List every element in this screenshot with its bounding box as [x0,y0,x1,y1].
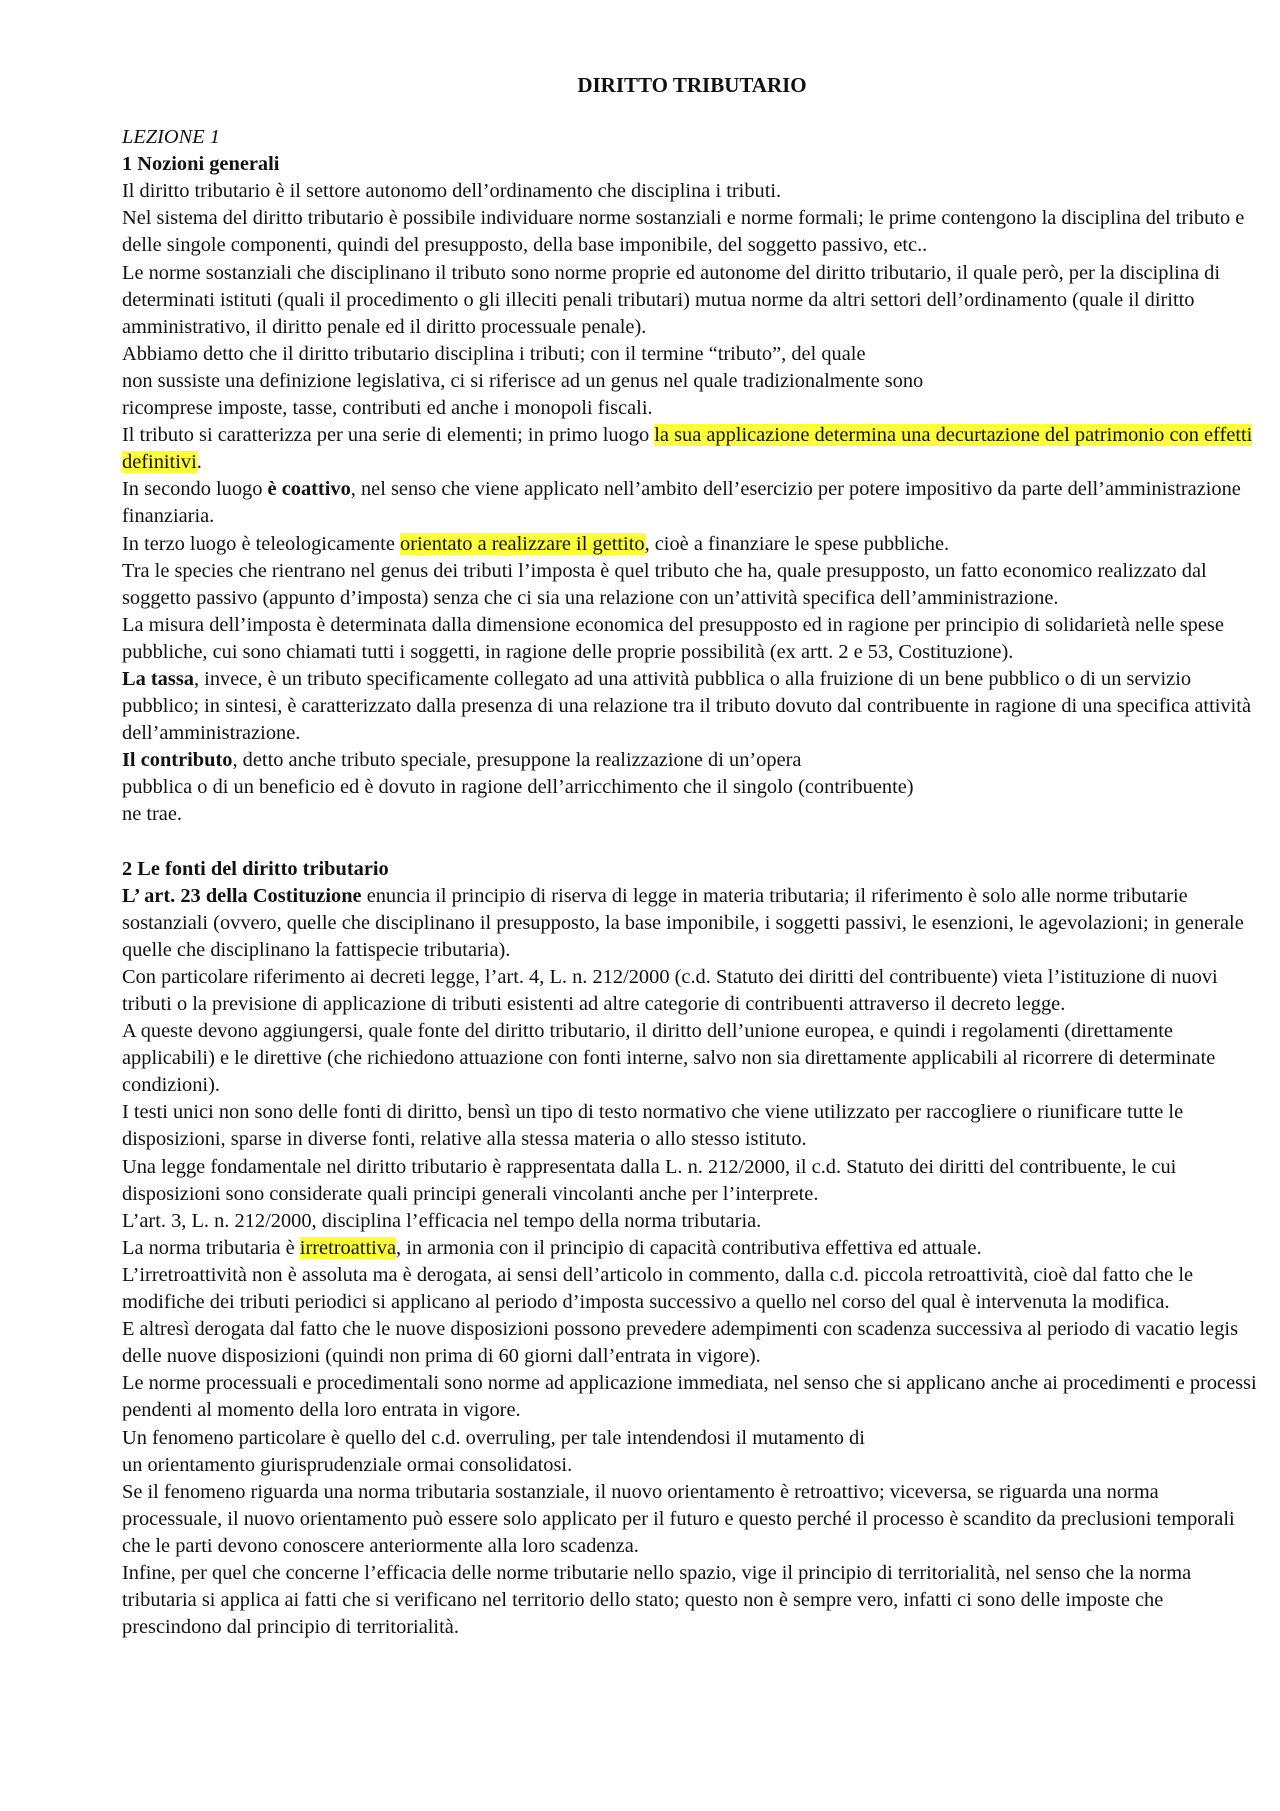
text-run: , in armonia con il principio di capacità contributiva effettiva ed attuale. [396,1236,982,1259]
bold-text: è coattivo [267,478,351,501]
paragraph: Infine, per quel che concerne l’efficacia delle norme tributarie nello spazio, vige il principio di territorialità, nel senso che la norma tributaria si applica ai fatti che si verificano nel territorio dello stato; questo non è sempre vero, infatti ci sono delle imposte che prescindono dal principio di territorialità. [122,1561,1192,1639]
paragraph [122,1425,1262,1479]
text-line: Un fenomeno particolare è quello del c.d. overruling, per tale intendendosi il mutamento di [122,1426,865,1449]
paragraph: Tra le species che rientrano nel genus dei tributi l’imposta è quel tributo che ha, quale presupposto, un fatto economico realizzato dal soggetto passivo (appunto d’imposta) senza che ci sia una relazione con un’attività specifica dell’amministrazione. [122,559,1207,609]
blank-line [122,829,1262,856]
text-line: non sussiste una definizione legislativa, ci si riferisce ad un genus nel quale tradizionalmente sono [122,369,924,392]
paragraph [122,476,1262,530]
text-line: pubblica o di un beneficio ed è dovuto in ragione dell’arricchimento che il singolo (contribuente) [122,776,914,799]
bold-text: La tassa [122,667,194,690]
text-run: enuncia il principio di riserva di legge in materia tributaria; il riferimento è solo alle norme tributarie sostanziali (ovvero, quelle che disciplinano il presupposto, la base imponibile, i soggetti passivi, le esenzioni, le agevolazioni; in generale quelle che disciplinano la fattispecie tributaria). [122,884,1244,961]
paragraph [122,422,1262,476]
text-run: Il tributo si caratterizza per una serie di elementi; in primo luogo [122,424,655,447]
paragraph: I testi unici non sono delle fonti di diritto, bensì un tipo di testo normativo che viene utilizzato per raccogliere o riunificare tutte le disposizioni, sparse in diverse fonti, relative alla stessa materia o allo stesso istituto. [122,1101,1184,1151]
paragraph: Le norme processuali e procedimentali sono norme ad applicazione immediata, nel senso che si applicano anche ai procedimenti e processi pendenti al momento della loro entrata in vigore. [122,1372,1257,1422]
bold-text: Il contributo [122,749,233,772]
paragraph: L’irretroattività non è assoluta ma è derogata, ai sensi dell’articolo in commento, dalla c.d. piccola retroattività, cioè dal fatto che le modifiche dei tributi periodici si applicano al periodo d’imposta successivo a quello nel corso del qual è intervenuta la modifica. [122,1263,1194,1314]
text-run: In terzo luogo è teleologicamente [122,532,400,555]
highlighted-text: irretroattiva [299,1236,397,1259]
paragraph: A queste devono aggiungersi, quale fonte del diritto tributario, il diritto dell’unione europea, e quindi i regolamenti (direttamente applicabili) e le direttive (che richiedono attuazione con fonti interne, salvo non sia direttamente applicabili al ricorrere di determinate condizioni). [122,1020,1216,1097]
paragraph: E altresì derogata dal fatto che le nuove disposizioni possono prevedere adempimenti con scadenza successiva al periodo di vacatio legis delle nuove disposizioni (quindi non prima di 60 giorni dall’entrata in vigore). [122,1318,1238,1368]
text-line: un orientamento giurisprudenziale ormai consolidatosi. [122,1453,573,1476]
highlighted-text: orientato a realizzare il gettito [400,532,645,555]
paragraph [122,1235,1262,1262]
text-line: ricomprese imposte, tasse, contributi ed anche i monopoli fiscali. [122,397,653,420]
paragraph: La misura dell’imposta è determinata dalla dimensione economica del presupposto ed in ragione per principio di solidarietà nelle spese pubbliche, cui sono chiamati tutti i soggetti, in ragione delle proprie possibilità (ex artt. 2 e 53, Costituzione). [122,613,1224,663]
text-run: , invece, è un tributo specificamente collegato ad una attività pubblica o alla fruizione di un bene pubblico o di un servizio pubblico; in sintesi, è caratterizzato dalla presenza di una relazione tra il tributo dovuto dal contribuente in ragione di una specifica attività dell’amministrazione. [122,667,1251,745]
text-run: , cioè a finanziare le spese pubbliche. [644,532,950,555]
text-line: Abbiamo detto che il diritto tributario disciplina i tributi; con il termine “tributo”, del quale [122,342,866,365]
paragraph: Il diritto tributario è il settore autonomo dell’ordinamento che disciplina i tributi. [122,180,782,203]
paragraph: Una legge fondamentale nel diritto tributario è rappresentata dalla L. n. 212/2000, il c.d. Statuto dei diritti del contribuente, le cui disposizioni sono considerate quali principi generali vincolanti anche per l’interprete. [122,1155,1177,1205]
highlighted-text: la sua applicazione determina una decurtazione del patrimonio con effetti definitivi [122,424,1253,474]
paragraph [122,883,1262,964]
text-run: , nel senso che viene applicato nell’ambito dell’esercizio per potere impositivo da parte dell’amministrazione finanziaria. [122,478,1241,528]
paragraph: Con particolare riferimento ai decreti legge, l’art. 4, L. n. 212/2000 (c.d. Statuto dei diritti del contribuente) vieta l’istituzione di nuovi tributi o la previsione di applicazione di tributi esistenti ad altre categorie di contribuenti attraverso il decreto legge. [122,965,1218,1015]
bold-text: L’ art. 23 della Costituzione [122,884,362,907]
text-run: La norma tributaria è [122,1236,300,1259]
paragraph [122,747,1262,828]
section-heading: 1 Nozioni generali [122,153,280,176]
paragraph: Le norme sostanziali che disciplinano il tributo sono norme proprie ed autonome del diritto tributario, il quale però, per la disciplina di determinati istituti (quali il procedimento o gli illeciti penali tributari) mutua norme da altri settori dell’ordinamento (quale il diritto amministrativo, il diritto penale ed il diritto processuale penale). [122,261,1220,338]
paragraph [122,666,1262,747]
paragraph: Nel sistema del diritto tributario è possibile individuare norme sostanziali e norme formali; le prime contengono la disciplina del tributo e delle singole componenti, quindi del presupposto, della base imponibile, del soggetto passivo, etc.. [122,207,1245,257]
text-line: , detto anche tributo speciale, presuppone la realizzazione di un’opera [232,749,802,772]
text-run: In secondo luogo [122,478,268,501]
text-line: ne trae. [122,803,182,826]
paragraph [122,531,1262,558]
paragraph [122,341,1262,422]
paragraph: Se il fenomeno riguarda una norma tributaria sostanziale, il nuovo orientamento è retroattivo; viceversa, se riguarda una norma processuale, il nuovo orientamento può essere solo applicato per il futuro e questo perché il processo è scandito da preclusioni temporali che le parti devono conoscere anteriormente alla loro scadenza. [122,1480,1235,1557]
lesson-label: LEZIONE 1 [122,126,221,149]
document-title: DIRITTO TRIBUTARIO [577,73,807,97]
section-heading: 2 Le fonti del diritto tributario [122,857,389,880]
paragraph: L’art. 3, L. n. 212/2000, disciplina l’efficacia nel tempo della norma tributaria. [122,1209,762,1232]
document-page [122,72,1262,1641]
text-run: . [196,451,202,474]
